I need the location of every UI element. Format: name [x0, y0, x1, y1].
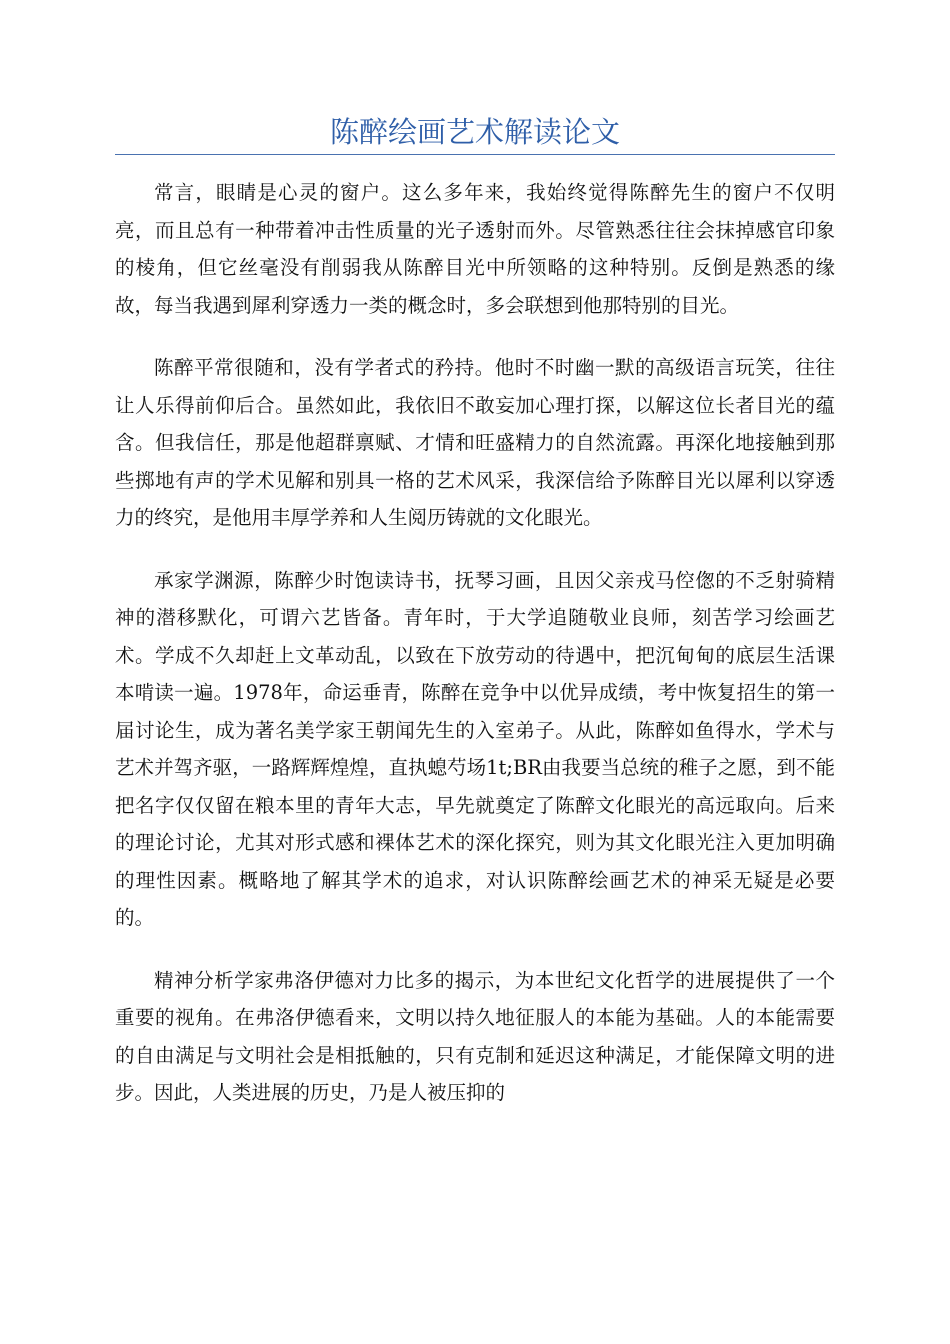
paragraph-2: 陈醉平常很随和，没有学者式的矜持。他时不时幽一默的高级语言玩笑，往往让人乐得前仰后合。虽然如此，我依旧不敢妄加心理打探，以解这位长者目光的蕴含。但我信任，那是他超群禀赋、才情和旺盛精力的自然流露。再深化地接触到那些掷地有声的学术见解和别具一格的艺术风采，我深信给予陈醉目光以犀利以穿透力的终究，是他用丰厚学养和人生阅历铸就的文化眼光。: [115, 356, 835, 529]
title-underline: [115, 154, 835, 155]
document-body: [115, 174, 835, 1137]
title-block: [115, 112, 835, 152]
page-title: 陈醉绘画艺术解读论文: [329, 115, 620, 149]
paragraph-1: 常言，眼睛是心灵的窗户。这么多年来，我始终觉得陈醉先生的窗户不仅明亮，而且总有一种带着冲击性质量的光子透射而外。尽管熟悉往往会抹掉感官印象的棱角，但它丝毫没有削弱我从陈醉目光中所领略的这种特别。反倒是熟悉的缘故，每当我遇到犀利穿透力一类的概念时，多会联想到他那特别的目光。: [115, 181, 835, 317]
paragraph-3: 承家学渊源，陈醉少时饱读诗书，抚琴习画，且因父亲戎马倥偬的不乏射骑精神的潜移默化，可谓六艺皆备。青年时，于大学追随敬业良师，刻苦学习绘画艺术。学成不久却赶上文革动乱，以致在下放劳动的待遇中，把沉甸甸的底层生活课本啃读一遍。1978年，命运垂青，陈醉在竞争中以优异成绩，考中恢复招生的第一届讨论生，成为著名美学家王朝闻先生的入室弟子。从此，陈醉如鱼得水，学术与艺术并驾齐驱，一路辉辉煌煌，直执螅芍场1t;BR由我要当总统的稚子之愿，到不能把名字仅仅留在粮本里的青年大志，早先就奠定了陈醉文化眼光的高远取向。后来的理论讨论，尤其对形式感和裸体艺术的深化探究，则为其文化眼光注入更加明确的理性因素。概略地了解其学术的追求，对认识陈醉绘画艺术的神采无疑是必要的。: [115, 568, 835, 929]
paragraph-4: 精神分析学家弗洛伊德对力比多的揭示，为本世纪文化哲学的进展提供了一个重要的视角。在弗洛伊德看来，文明以持久地征服人的本能为基础。人的本能需要的自由满足与文明社会是相抵触的，只有克制和延迟这种满足，才能保障文明的进步。因此，人类进展的历史，乃是人被压抑的: [115, 968, 835, 1104]
